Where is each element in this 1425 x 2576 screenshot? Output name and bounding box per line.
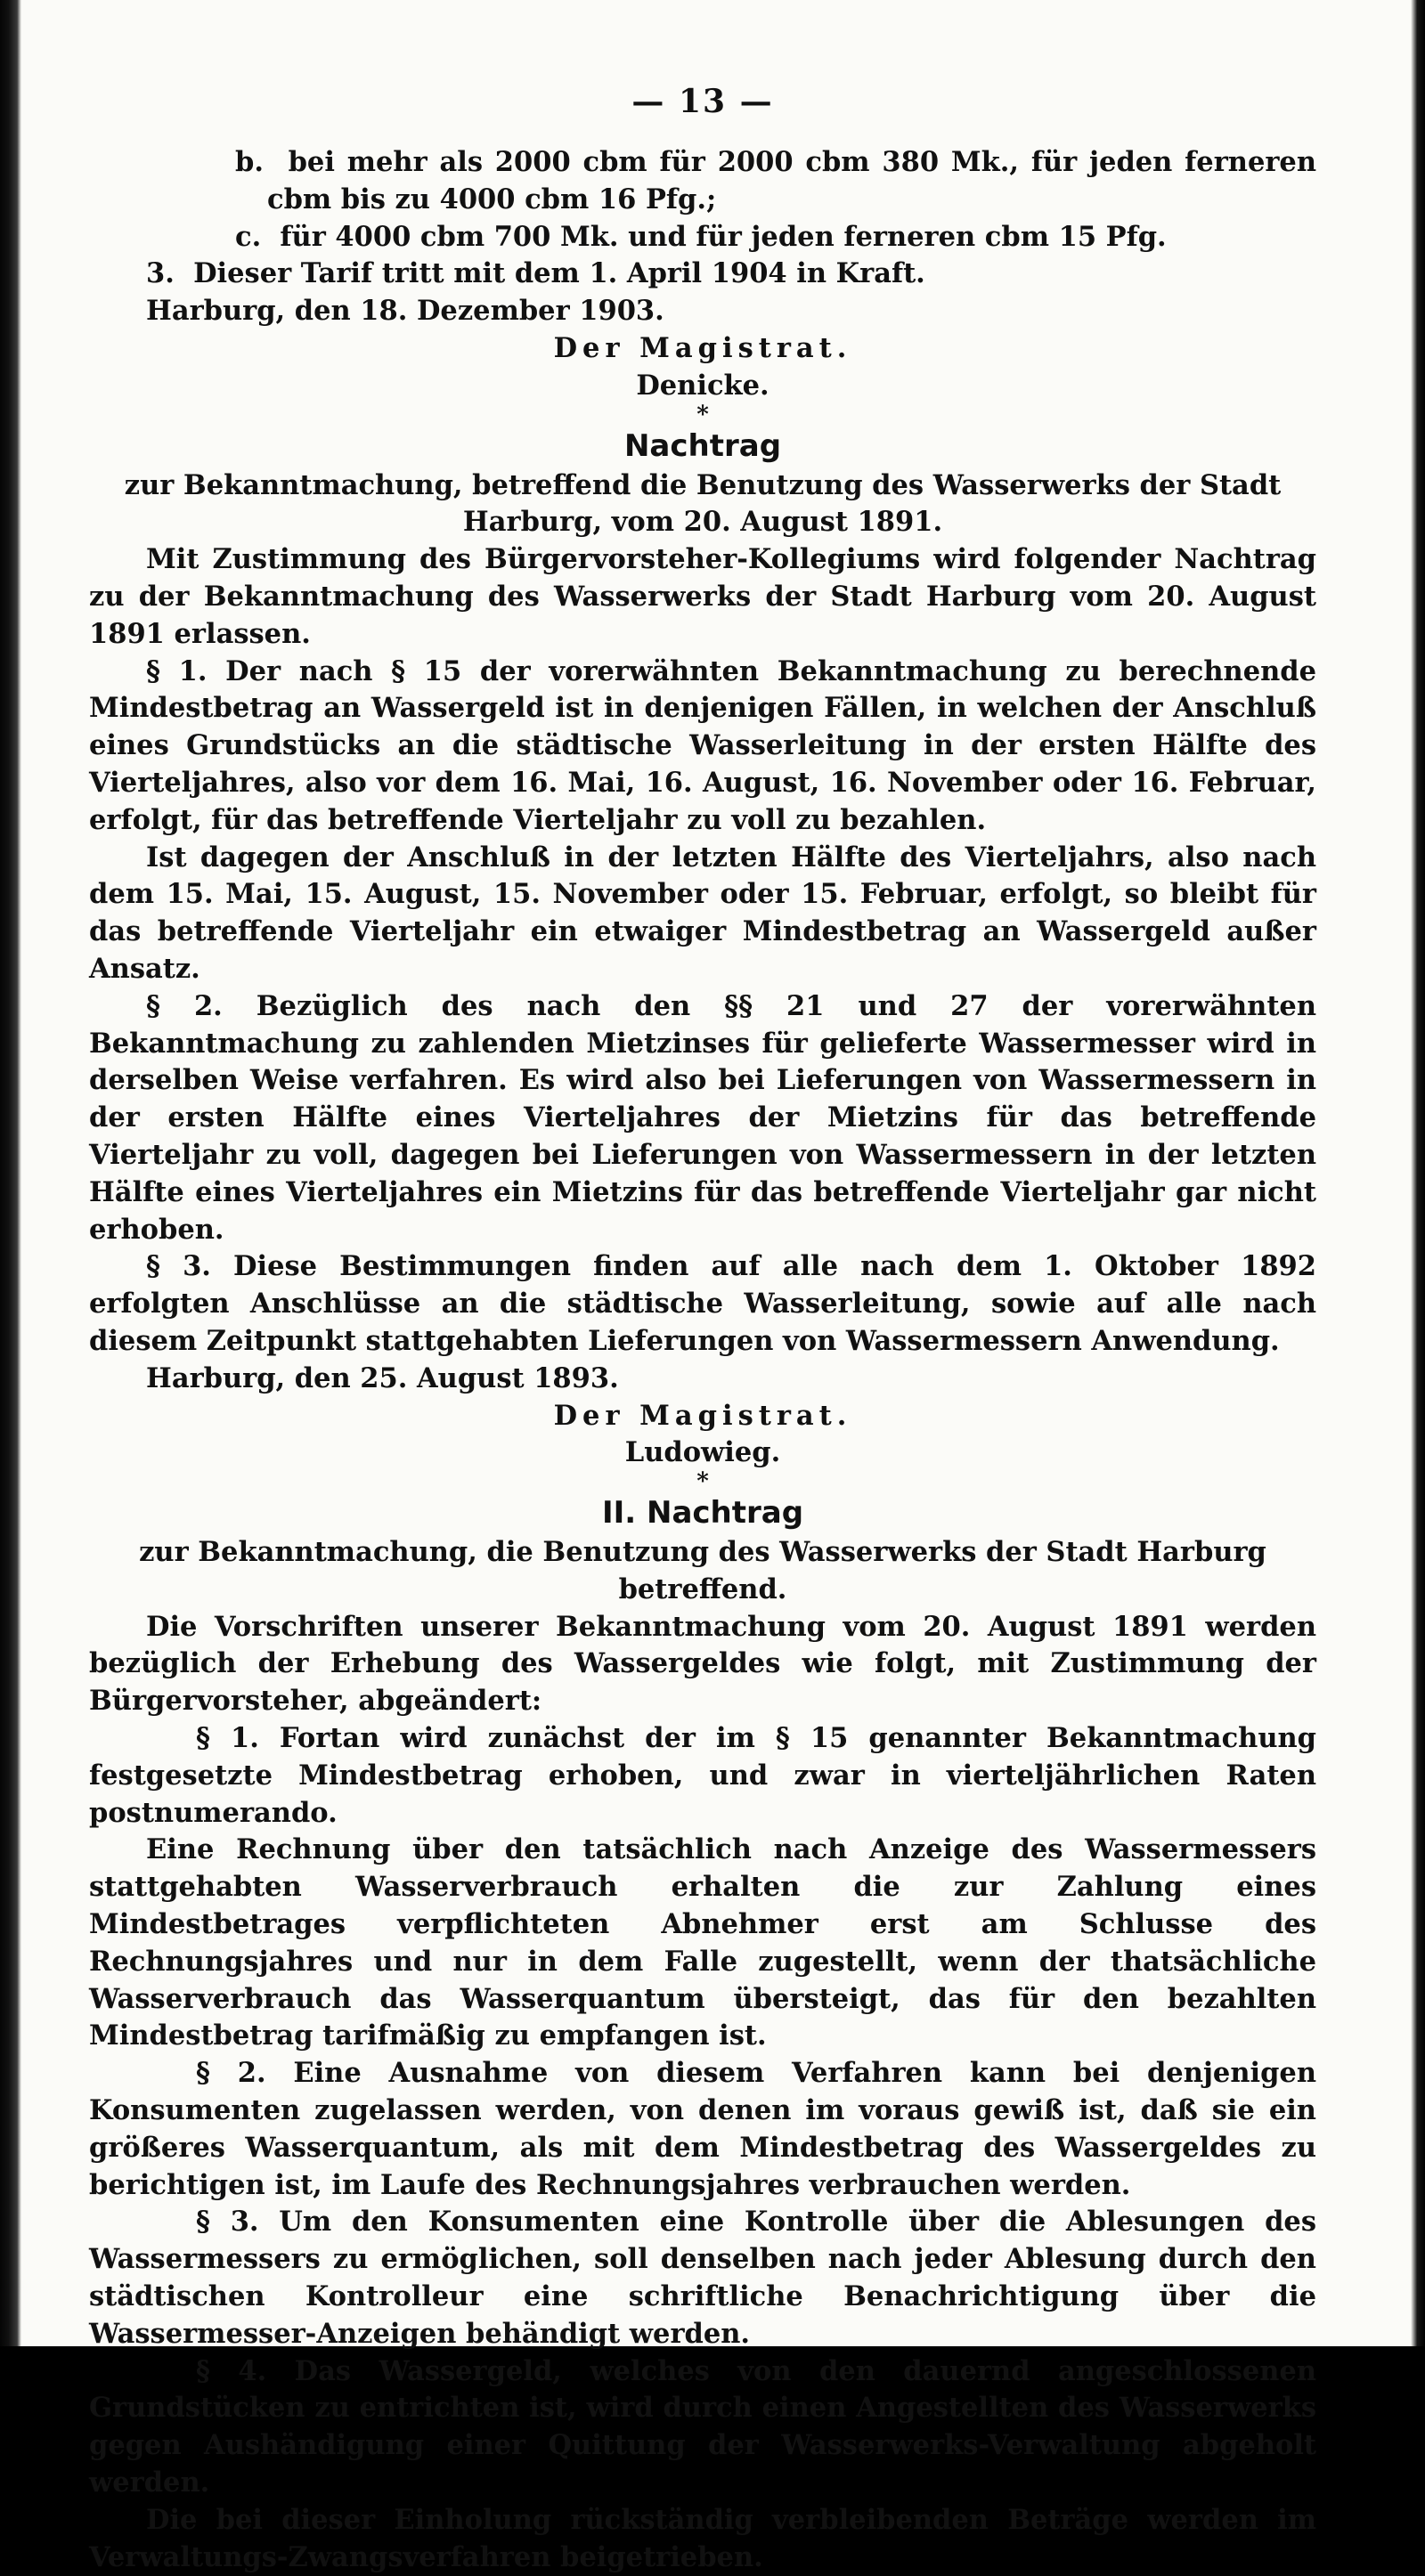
- separator-star-1: *: [696, 401, 709, 428]
- signature-denicke: Denicke.: [636, 369, 770, 402]
- authority-line-2: Der Magistrat.: [553, 1399, 852, 1432]
- page-content: [89, 73, 1316, 2576]
- section-2-subtitle: zur Bekanntmachung, die Benutzung des Wasserwerks der Stadt Harburg betreffend.: [139, 1536, 1266, 1605]
- section-heading-nachtrag: Nachtrag: [623, 427, 782, 464]
- signature-ludowieg: Ludowieg.: [624, 1436, 781, 1469]
- section-1-intro: Mit Zustimmung des Bürgervorsteher-Kollegiums wird folgender Nachtrag zu der Bekanntmachung des Wasserwerks der Stadt Harburg vom 20. August 1891 erlassen.: [89, 543, 1316, 650]
- section-1-paragraph-2: Ist dagegen der Anschluß in der letzten Hälfte des Vierteljahrs, also nach dem 15. Mai, 15. August, 15. November oder 15. Februar, erfolgt, so bleibt für das betreffende Vierteljahr ein etwaiger Mindestbetrag an Wassergeld außer Ansatz.: [89, 841, 1316, 985]
- section-1-subtitle: zur Bekanntmachung, betreffend die Benutzung des Wasserwerks der Stadt Harburg, vom 20. August 1891.: [124, 468, 1282, 539]
- scan-edge-left: [0, 0, 21, 2346]
- place-date-1893: Harburg, den 25. August 1893.: [146, 1361, 619, 1394]
- scan-edge-right: [1411, 0, 1425, 2346]
- section-1-paragraph-1: § 1. Der nach § 15 der vorerwähnten Bekanntmachung zu berechnende Mindestbetrag an Wassergeld ist in denjenigen Fällen, in welchen der Anschluß eines Grundstücks an die städtische Wasserleitung in der ersten Hälfte des Vierteljahres, also vor dem 16. Mai, 16. August, 16. November oder 16. Februar, erfolgt, für das betreffende Vierteljahr zu voll zu bezahlen.: [89, 654, 1316, 836]
- separator-star-2: *: [696, 1468, 709, 1496]
- section-heading-ii-nachtrag: II. Nachtrag: [601, 1495, 804, 1532]
- tariff-point-3: 3. Dieser Tarif tritt mit dem 1. April 1904 in Kraft.: [146, 257, 925, 290]
- section-2-paragraph-5: § 4. Das Wassergeld, welches von den dauernd angeschlossenen Grundstücken zu entrichten ist, wird durch einen Angestellten des Wasserwerks gegen Aushändigung einer Quittung der Wasserwerks-Verwaltung abgeholt werden.: [89, 2354, 1316, 2499]
- section-2-intro: Die Vorschriften unserer Bekanntmachung vom 20. August 1891 werden bezüglich der Erhebung des Wassergeldes wie folgt, mit Zustimmung der Bürgervorsteher, abgeändert:: [89, 1610, 1316, 1718]
- place-date-1903: Harburg, den 18. Dezember 1903.: [146, 295, 664, 328]
- section-2-paragraph-6: Die bei dieser Einholung rückständig verbleibenden Beträge werden im Verwaltungs-Zwangsverfahren beigetrieben.: [89, 2503, 1316, 2573]
- section-1-paragraph-3: § 2. Bezüglich des nach den §§ 21 und 27 der vorerwähnten Bekanntmachung zu zahlenden Mietzinses für gelieferte Wassermesser wird in derselben Weise verfahren. Es wird also bei Lieferungen von Wassermessern in der ersten Hälfte eines Vierteljahres der Mietzins für das betreffende Vierteljahr zu voll, dagegen bei Lieferungen von Wassermessern in der letzten Hälfte eines Vierteljahres ein Mietzins für das betreffende Vierteljahr gar nicht erhoben.: [89, 989, 1316, 1246]
- tariff-item-c: c. für 4000 cbm 700 Mk. und für jeden ferneren cbm 15 Pfg.: [235, 220, 1167, 253]
- section-1-paragraph-4: § 3. Diese Bestimmungen finden auf alle nach dem 1. Oktober 1892 erfolgten Anschlüsse an die städtische Wasserleitung, sowie auf alle nach diesem Zeitpunkt stattgehabten Lieferungen von Wassermessern Anwendung.: [89, 1250, 1316, 1357]
- page-number: — 13 —: [631, 83, 774, 120]
- authority-line-1: Der Magistrat.: [553, 331, 852, 364]
- tariff-item-b: b. bei mehr als 2000 cbm für 2000 cbm 380 Mk., für jeden ferneren cbm bis zu 4000 cbm 16 Pfg.;: [235, 146, 1316, 215]
- section-2-paragraph-3: § 2. Eine Ausnahme von diesem Verfahren kann bei denjenigen Konsumenten zugelassen werden, von denen im voraus gewiß ist, daß sie ein größeres Wasserquantum, als mit dem Mindestbetrag des Wassergeldes zu berichtigen ist, im Laufe des Rechnungsjahres verbrauchen werden.: [89, 2057, 1316, 2201]
- section-2-paragraph-4: § 3. Um den Konsumenten eine Kontrolle über die Ablesungen des Wassermessers zu ermöglichen, soll denselben nach jeder Ablesung durch den städtischen Kontrolleur eine schriftliche Benachrichtigung über die Wassermesser-Anzeigen behändigt werden.: [89, 2206, 1316, 2350]
- section-2-paragraph-2: Eine Rechnung über den tatsächlich nach Anzeige des Wassermessers stattgehabten Wasserverbrauch erhalten die zur Zahlung eines Mindestbetrages verpflichteten Abnehmer erst am Schlusse des Rechnungsjahres und nur in dem Falle zugestellt, wenn der thatsächliche Wasserverbrauch das Wasserquantum übersteigt, das für den bezahlten Mindestbetrag tarifmäßig zu empfangen ist.: [89, 1833, 1316, 2052]
- section-2-paragraph-1: § 1. Fortan wird zunächst der im § 15 genannter Bekanntmachung festgesetzte Mindestbetrag erhoben, und zwar in vierteljährlichen Raten postnumerando.: [89, 1722, 1316, 1829]
